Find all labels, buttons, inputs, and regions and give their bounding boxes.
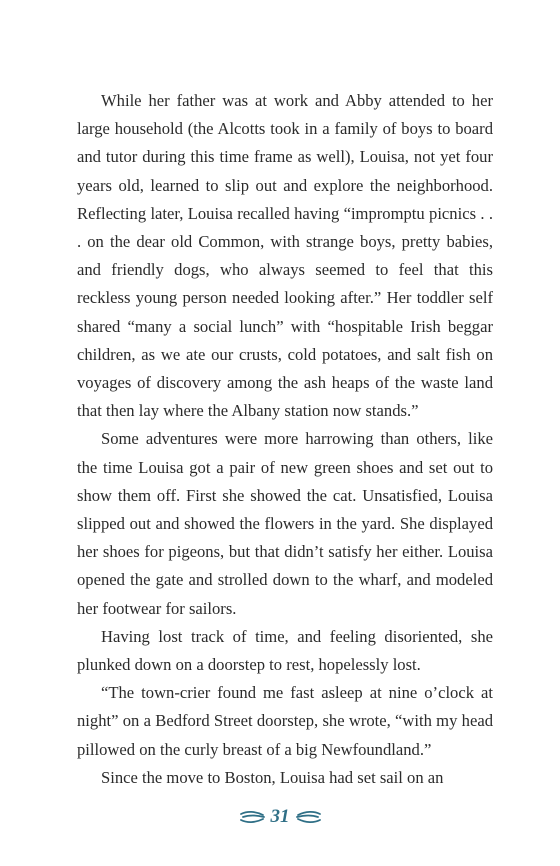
paragraph-5: Since the move to Boston, Louisa had set sail on an bbox=[101, 767, 444, 787]
paragraph-2: Some adventures were more harrowing than others, like the time Louisa got a pair of new green shoes and set out to show them off. First she showed the cat. Unsatisfied, Louisa slipped out and showed the flowers in the yard. She displayed her shoes for pigeons, but that didn’t satisfy her either. Louisa opened the gate and strolled down to the wharf, and modeled her footwear for sailors. bbox=[77, 429, 493, 618]
paragraph-4: “The town-crier found me fast asleep at nine o’clock at night” on a Bedford Street doorstep, she wrote, “with my head pillowed on the curly breast of a big Newfoundland.” bbox=[77, 683, 493, 759]
page-number: 31 bbox=[270, 806, 290, 827]
paragraph-3: Having lost track of time, and feeling disoriented, she plunked down on a doorstep to rest, hopelessly lost. bbox=[77, 626, 493, 675]
left-flourish-icon bbox=[239, 809, 265, 825]
body-text bbox=[77, 87, 493, 792]
right-flourish-icon bbox=[296, 809, 322, 825]
paragraph-1: While her father was at work and Abby attended to her large household (the Alcotts took in a family of boys to board and tutor during this time frame as well), Louisa, not yet four years old, learned to slip out and explore the neighborhood. Reflecting later, Louisa recalled having “impromptu picnics . . . on the dear old Common, with strange boys, pretty babies, and friendly dogs, who always seemed to feel that this reckless young person needed looking after.” Her toddler self shared “many a social lunch” with “hospitable Irish beggar children, as we ate our crusts, cold potatoes, and salt fish on voyages of discovery among the ash heaps of the waste land that then lay where the Albany station now stands.” bbox=[77, 91, 493, 421]
page-folio bbox=[0, 805, 560, 829]
